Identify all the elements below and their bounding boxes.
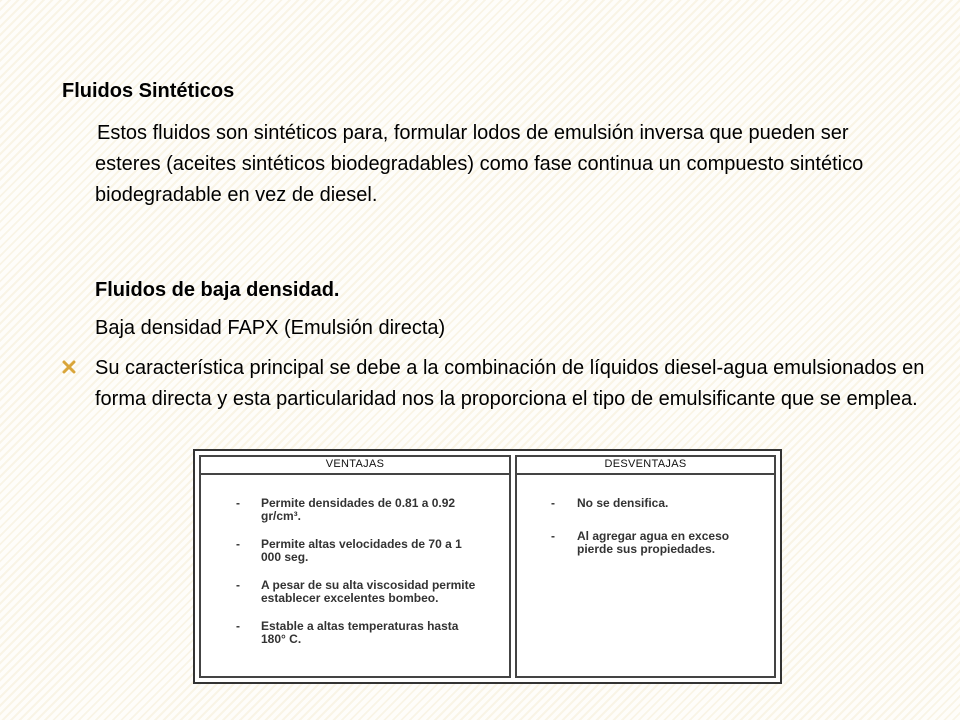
advantage-text: Permite altas velocidades de 70 a 1 000 seg. xyxy=(261,537,462,564)
advantage-text: Permite densidades de 0.81 a 0.92 gr/cm³. xyxy=(261,496,456,523)
disadvantage-text: Al agregar agua en exceso pierde sus propiedades. xyxy=(577,529,730,556)
x-mark-bullet-icon xyxy=(62,360,76,374)
intro-paragraph: Estos fluidos son sintéticos para, formular lodos de emulsión inversa que pueden ser esteres (aceites sintéticos biodegradables) como fase continua un compuesto sintético biodegradable en vez de diesel. xyxy=(95,122,864,206)
dash: - xyxy=(236,619,240,633)
advantages-list xyxy=(201,475,509,646)
advantage-text: A pesar de su alta viscosidad permite establecer excelentes bombeo. xyxy=(261,578,476,605)
dash: - xyxy=(551,496,555,510)
list-item xyxy=(201,538,481,564)
advantages-column xyxy=(199,455,511,678)
advantages-header: VENTAJAS xyxy=(201,457,509,475)
subheading: Fluidos de baja densidad. xyxy=(95,279,340,301)
disadvantages-header: DESVENTAJAS xyxy=(517,457,774,475)
subline: Baja densidad FAPX (Emulsión directa) xyxy=(95,317,446,339)
dash: - xyxy=(236,537,240,551)
list-item xyxy=(517,497,757,510)
heading: Fluidos Sintéticos xyxy=(62,80,235,102)
list-item xyxy=(201,579,481,605)
disadvantages-list xyxy=(517,475,774,556)
comparison-table xyxy=(193,449,782,684)
list-item xyxy=(201,620,481,646)
advantage-text: Estable a altas temperaturas hasta 180° C. xyxy=(261,619,459,646)
bullet-text: Su característica principal se debe a la combinación de líquidos diesel-agua emulsionados en forma directa y esta particularidad nos la proporciona el tipo de emulsificante que se emplea. xyxy=(95,357,925,410)
dash: - xyxy=(236,578,240,592)
disadvantages-column xyxy=(515,455,776,678)
dash: - xyxy=(551,529,555,543)
list-item xyxy=(201,497,481,523)
list-item xyxy=(517,530,757,556)
disadvantage-text: No se densifica. xyxy=(577,496,669,510)
dash: - xyxy=(236,496,240,510)
